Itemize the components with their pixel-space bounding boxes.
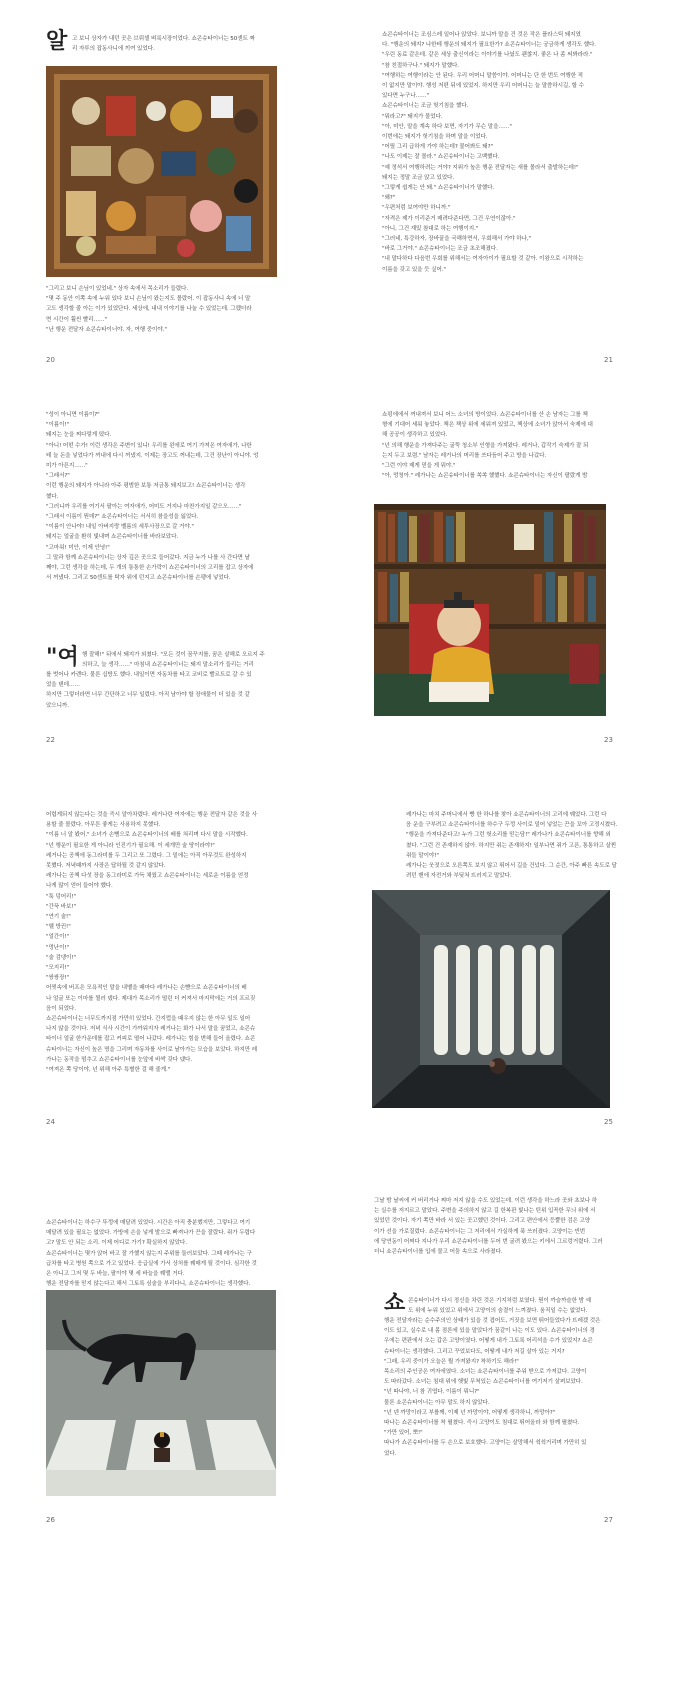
text-line: "행운을 가져다준다고! 누가 그런 헛소리를 믿는담!" 레가나가 쇼콘슈타이너를 향해 외 [406, 832, 611, 839]
page-22 [0, 396, 350, 792]
text-line: "넌 행운이 필요한 게 아니라 인진기가 필요해. 이 세개만 술 땅이라야!" [46, 842, 215, 849]
text-line: "여져온 쪽 당이야, 넌 위해 아주 특별한 걸 해 줄게." [46, 1067, 171, 1074]
text-line: 면 시간이 훨씬 빨리……" [46, 316, 107, 323]
page-number: 24 [46, 1118, 55, 1126]
text-line: "연기 술!" [46, 914, 71, 921]
text-line: "참 친절하구나." 돼지가 말했다. [382, 62, 459, 69]
text-line: 더니 쇼콘슈타이너를 입에 물고 어둠 속으로 사라졌다. [374, 1249, 503, 1256]
text-line: 이번에는 돼지가 헛기침을 하며 말을 이었다. [382, 134, 488, 141]
text-line: 이 없지만 말이야. 행성 저편 뒤에 있었지. 하지만 우리 어머니는 늘 말씀하시길, 할 수 [382, 83, 584, 90]
text-line: 행운 전달자를 믿지 않는다고 해서 그토록 심술을 부리다니, 쇼콘슈타이너는 생각했다. [46, 1281, 251, 1288]
text-line: 쇼펑에에서 꺼내져서 보니 어느 소녀의 방이었다. 쇼콘슈타이너를 산 손 남자는 그를 책 [382, 412, 588, 418]
spread-pages-24-25 [0, 792, 700, 1188]
text-line: "그래서?" [46, 473, 70, 480]
text-line: 고? 말도 안 되는 소리. 이제 어디로 가기? 확실하지 않았다. [46, 1240, 187, 1247]
text-line: 는 실수를 저지르고 말았다. 주변을 주의하지 않고 길 한복판 빛나는 틴위 입꼭한 무늬 위에 서 [374, 1208, 596, 1215]
page-23 [350, 396, 700, 792]
text-line: 그날 밤 날씨에 커 버리거나 찌마 저지 않을 수도 있었는데. 이런 생각을 하느라 곳와 초보나 하 [374, 1198, 598, 1204]
text-line: 다. "행운의 돼지? 나한테 행운의 돼지가 필요한가? 쇼콘슈타이너는 궁금하게 생각도 했다. [382, 42, 596, 49]
text-line: 있었던 것이다. 자기 쪽만 바라 서 있는 곳고했던 것이다. 그리고 편안에서 등뿔한 검은 고양 [374, 1218, 591, 1225]
text-line: 쥐들 말이야!" [406, 852, 439, 859]
text-line: 나지 않을 것이다. 저녁 식사 시간이 가까워지자 레거나는 화가 나서 말을 꿈었고, 쇼콘슈 [46, 1026, 256, 1033]
page-24 [0, 792, 350, 1188]
text-line: 나게 많이 얻어 들어야 했다. [46, 883, 113, 890]
text-line: "그런 이야 제게 믿을 게 뭐야." [382, 463, 456, 470]
text-line: 쇼콘슈타이너는 조심스레 일어나 앉았다. 보니까 말을 건 것은 작은 플라스틱 돼지였 [382, 32, 581, 38]
page-21 [350, 0, 700, 396]
text-line: 이런 행운의 돼지가 아니라 아주 평범한 보통 저금통 돼지보고! 쇼콘슈타이너는 생각 [46, 483, 246, 490]
text-line: "아니! 어떤 수가! 이런 생각은 주변이 있니! 우리를 왼에로 여기 가져온 여자애가, 나한 [46, 442, 252, 449]
text-line: "아니, 그건 재밌 참대로 하는 여행이지." [382, 225, 479, 232]
text-line: "이름이 안나야! 내일 아버지랑 벨름의 세투사장으로 갈 거야." [46, 524, 194, 531]
paragraph-dialogue [382, 30, 652, 275]
text-line: 이름을 갖고 있을 듯 싶어." [382, 266, 446, 273]
text-line: "그래, 우리 중이가 오늘은 뭘 가져왔지? 착하기도 해라!" [384, 1358, 519, 1365]
text-line: "멍난이!" [46, 944, 69, 951]
text-line: 도 따라갔다. 소녀는 침대 위에 햇빛 무척있는 쇼콘슈타이너를 여기저기 살펴보았다. [384, 1379, 583, 1386]
text-line: 었을 텐데…… [46, 682, 80, 689]
text-line: 리 자루의 잡동사니에 끼여 있었다. [72, 46, 155, 53]
text-line: 어찟속에 버프은 모욕적인 말을 내뱉을 때마다 레가나는 손뺨으로 쇼콘슈타이너의 배 [46, 985, 247, 992]
text-line: 레거나는 공책에 동그라미를 두 그리고 또 그렸다. 그 밑에는 아직 아무것도 완성하지 [46, 852, 247, 859]
text-line: "이름이!" [46, 422, 69, 429]
text-line: 그 말과 함께 쇼콘슈타이너는 상자 깊은 곳으로 들어갔다. 지금 누가 나를 사 간다면 날 [46, 554, 250, 561]
text-line: 레가나는 웃젓으로 오른쪽도 보지 않고 뛰어서 길을 건넜다. 그 순간, 아주 빠른 속도로 달 [406, 863, 617, 870]
text-line: 행운 전달자라는 순수주의인 상태가 있을 것 겹어도, 거짓을 보면 뛰어들었다가 뜨레겠 것은 [384, 1318, 601, 1324]
text-line: 음 운을 구부려고 쇼콘슈타이너를 하수구 두껑 사이로 밀어 넣었는 끈을 꼬아 고정시켰다. [406, 822, 618, 829]
text-line: 나 얼굴 또는 이마를 찔러 댔다. 제대가 목소리가 떨린 더 커져서 마지막에는 거의 프르짖 [46, 995, 256, 1002]
text-line: 레가나는 마치 주머니에서 빵 한 하나를 찾아 쇼콘슈타이너의 고리에 꿰었다. 그런 다 [406, 812, 607, 818]
text-line: "그렇게 쉽게는 안 돼." 쇼콘슈타이너가 말했다. [382, 185, 495, 192]
dropcap: 쇼 [384, 1290, 406, 1316]
text-line: 콘슈타이너가 다시 정신을 차린 것은 기지처럼 보였다. 뭔이 까슬까슬한 밤 예 [408, 1298, 591, 1304]
paragraph-awakening-first [408, 1296, 668, 1316]
text-line: "아, 미안, 말을 계속 하다 보면, 자기가 무슨 말을……" [382, 123, 512, 130]
text-line: 행 잘해!" 뒤에서 돼지가 외쳤다. "모든 것이 꿈꾸지를, 꿈은 살해로 오르지 주 [82, 652, 265, 658]
text-line: 고도 생각할 줄 아는 이가 있었단다. 세상에, 내내 이야기를 나눌 수 있었는데. 그랬더라 [46, 306, 252, 313]
text-line: 매달려 있을 필요는 없었다. 가방에 손을 넣게 발으로 빠져나가 끈을 잘랐다. 쥐가 두렵다 [46, 1230, 256, 1237]
page-number: 21 [604, 356, 613, 364]
text-line: 우에는 편판에서 오는 갑은 고양이였다. 어떻게 내가 그토록 어리석을 수가 있었지? 쇼콘 [384, 1338, 593, 1345]
text-line: 용할 줄 몰랐다. 아무튼 좋게는 사용하지 못했다. [46, 822, 161, 829]
text-line: 려던 밴에 자전거와 부딪쳐 뜨러지고 말았다. [406, 873, 512, 880]
text-line: "모지리!" [46, 965, 69, 972]
text-line: "툭 덩어리!" [46, 893, 76, 900]
paragraph-farewell [82, 650, 312, 670]
text-line: "어릴 그리 급하게 가야 하는데? 물어봐도 돼?" [382, 144, 493, 151]
text-line: 돼지는 정말 조금 앉고 있었다. [382, 174, 455, 181]
paragraph-caught-by-cat [374, 1196, 664, 1257]
paragraph-piggy-greeting [46, 284, 296, 335]
illustration-drain-grate [372, 890, 610, 1108]
text-line: "뭐라고?" 돼지가 물었다. [382, 113, 443, 120]
text-line: 돼지는 얼굴을 환히 빛내며 쇼콘슈타이너를 바라보았다. [46, 534, 179, 541]
text-line: "그러니까 우리를 여기서 팔아는 여자애가, 어미도 거지나 마찬가지일 같으오……" [46, 503, 242, 510]
text-line: 있다면 누구나……" [382, 93, 429, 100]
spread-pages-22-23 [0, 396, 700, 792]
text-line: "얼간이!" [46, 934, 69, 941]
text-line: 못했다. 저녁때까지 사장은 답하될 것 같지 않았다. [46, 863, 166, 870]
paragraph-drain [406, 810, 676, 881]
text-line: "몇 주 동안 이쪽 속에 누워 있다 보니 손님이 왔는지도 몰랐어. 이 잡동사니 속에 너 말 [46, 296, 251, 303]
text-line: 레가나는 공책 다섯 장을 동그라미로 가득 채웠고 쇼콘슈타이너는 세로운 이름을 얻정 [46, 873, 249, 880]
text-line: "이름 너 알 봤어." 소녀가 손뼘으로 쇼콘슈타이너의 배를 쳐리며 다시 말을 시작했다. [46, 832, 248, 839]
illustration-box-of-trinkets [46, 66, 277, 277]
text-line: "우린 동료 같은데. 같은 세상 출신이라는 이야기를 나눴도 괜찮지. 좋은 나 좀 써봐라라." [382, 52, 593, 59]
paragraph-insults [46, 810, 316, 1075]
text-line: 쇼콘슈타이너는 너무도까지점 가만히 있었다. 간지럽을 때우지 않는 한 아무 일도 일어 [46, 1016, 251, 1023]
text-line: 도 위에 누워 있었고 위에서 고양이의 숨결이 느껴졌다. 움직일 수는 없었다. [408, 1308, 588, 1315]
text-line: 쇼콘슈타이너는 몇가 앉어 바고 잘 가했지 않는지 주위를 둘러보았다. 그때 레가나는 구 [46, 1250, 252, 1257]
text-line: 았으니까. [46, 702, 69, 709]
page-number: 25 [604, 1118, 613, 1126]
text-line: 하지만 그렇더라면 너무 간단하고 너무 일렀다. 아직 남아야 할 장애물이 더 있을 것 같 [46, 692, 250, 699]
text-line: "예 정석서 여행하려는 거야? 지위가 높은 행운 전달자는 새를 몰라서 출발하는데!" [382, 164, 579, 171]
spread-pages-20-21 [0, 0, 700, 396]
paragraph-girls-room [382, 410, 652, 481]
text-line: 음이 되었다. [46, 1005, 76, 1012]
text-line: 은 아니고 그저 몇 두 바늘, 팔이야 몇 세 바늘을 꿰맬 거다. [46, 1271, 185, 1278]
illustration-girl-at-desk [374, 504, 606, 716]
text-line: 타이너 얼굴 한가운데를 잡고 커피로 떨어 나갔다. 레가나는 힘을 변해 들어 올렸다. 쇼콘 [46, 1036, 256, 1043]
text-line: "쌍쌍장!" [46, 975, 69, 982]
text-line: "넌 의해 행운을 가져다주는 굴뚝 청소부 인형을 가져왔다. 레거나, 갑작기 숙제가 잘 되 [382, 442, 589, 449]
text-line: 었다. [384, 1450, 397, 1457]
text-line: "나도 이제는 잘 몰라." 쇼콘슈타이너는 고백했다. [382, 154, 500, 161]
text-line: "여행하는 여행이라는 안 된다. 우리 어머니 말씀이야. 어머니는 단 한 번도 여행한 적 [382, 72, 583, 79]
paragraph-piggy-dialogue [46, 410, 316, 583]
text-line: 째야, 그런 생각을 하는데, 두 개의 통통한 손가락이 쇼콘슈타이너의 고리를 잡고 상자에 [46, 565, 254, 572]
text-line: 해 공공이 생각하고 있었다. [382, 432, 448, 439]
text-line: 어렵게되지 않는다는 것을 즉시 알아차렸다. 레거나란 여자에는 행운 전달자 같은 것을 사 [46, 812, 258, 818]
text-line: "왜?" [382, 195, 396, 202]
text-line: 고 보니 상자가 내던 곳은 브뤼셀 벼룩시장이었다. 쇼콘슈타이너는 50센트 짜 [72, 36, 255, 42]
text-line: 물론 쇼콘슈타이너는 아무 말도 하지 않았다. [384, 1399, 490, 1406]
paragraph-farewell-cont [46, 670, 316, 711]
text-line: 는지 두고 보렴." 남자는 레거나의 머리를 쓰다듬어 주고 방을 나갔다. [382, 452, 547, 459]
page-number: 23 [604, 736, 613, 744]
text-line: 슈타이너는 자신이 높은 명을 그리며 자동차를 사이로 날아가는 모습을 보았다. 하지만 레 [46, 1046, 258, 1053]
text-line: 쇼콘슈타이너는 하수구 뚜껑에 매달려 있었다. 시간은 아직 충분했지만, 그렇다고 여기 [46, 1220, 251, 1226]
text-line: 미가 아픈지……" [46, 463, 88, 470]
text-line: 따나는 쇼콘슈타이너를 착 펼쳤다. 즉시 고양이도 침대로 뛰어올라 와 함께 펼쳤다. [384, 1420, 580, 1427]
text-line: 슈타이너는 생각했다. 그리고 꾸었보다도, 어떻게 내가 저길 살아 있는 거지? [384, 1348, 565, 1355]
text-line: 쳤다. "그런 건 존재하지 않아. 하지만 쥐는 존재하지! 일부나면 쥐가 고픈, 통통하고 살찐 [406, 842, 617, 849]
text-line: "헬 방귄!" [46, 924, 71, 931]
paragraph-awakening [384, 1316, 674, 1459]
text-line: 급차를 타고 병원 쪽으로 가고 있었다. 응급실에 가서 상처를 꿰매게 될 것이다. 심각한 것 [46, 1260, 257, 1267]
illustration-black-cat-crosswalk [46, 1290, 276, 1496]
text-line: 따나가 쇼콘슈타이너를 두 손으로 보호했다. 고양이는 살망해서 쉭쉭거리며 가만히 있 [384, 1440, 587, 1447]
text-line: "아, 멍청아." 레가나는 쇼콘슈타이너를 쏙쏙 했했다. 쇼콘슈타이너는 자신이 팔랐게 밤 [382, 473, 588, 480]
text-line: 테 늘 돈을 넣었다가 꺼내에 다시 꺼냈지. 이제는 장고도 꺼내는데, 그건 장난이 아니야. 엉 [46, 452, 259, 459]
text-line: 가나는 동작을 멈추고 쇼콘슈타이너를 눈앞에 바싹 갖다 댔다. [46, 1056, 193, 1063]
text-line: 했다. [46, 493, 59, 500]
text-line: 돼지는 눈을 찌다렇게 떴다. [46, 432, 112, 439]
text-line: "넌 따나야, 너 참 귀엽다. 이름이 뭐니?" [384, 1389, 480, 1396]
page-number: 27 [604, 1516, 613, 1524]
text-line: 를 벗어나 카렌다. 물론 십방도 했다. 내일이면 자동차를 타고 코비로 빨르트로 갈 수 있 [46, 672, 252, 678]
text-line: "성이 아니면 이름이?" [46, 412, 100, 418]
text-line: "가만 있어, 뽀!" [384, 1430, 423, 1437]
page-number: 20 [46, 356, 55, 364]
text-line: "그리고 보니 손님이 있었네." 상자 속에서 목소리가 들렸다. [46, 286, 189, 292]
text-line: "바로 그거야." 쇼콘슈타이너는 조금 초조해졌다. [382, 246, 498, 253]
text-line: 이도 있고, 실수로 내 몸 점론에 있을 말았다가 꿈같이 나는 이도 있다. 쇼콘슈타이너의 경 [384, 1328, 595, 1335]
text-line: 에 당연동이 어쩌다 지나가 우리 쇼콘슈타이너를 두어 번 굴려 봤으는 키에서 그르렁거렸다. 그러 [374, 1238, 603, 1245]
text-line: 형에 기대어 세워 놓았다. 책은 책상 위에 세워져 있었고, 책상에 소녀가 앉아서 숙제에 대 [382, 422, 593, 429]
text-line: "자격은 제가 이리준거 매려다준다면, 그건 우연이잖아." [382, 215, 516, 222]
page-number: 22 [46, 736, 55, 744]
text-line: "술 검댕이!" [46, 954, 76, 961]
text-line: "그러네, 특강하자, 장바꿀을 국해하면서, 우회해서 가야 하나," [382, 236, 532, 243]
text-line: 쇼콘슈타이너는 조금 헛기침을 했다. [382, 103, 469, 110]
text-line: 이가 선을 가로질렀다. 쇼콘슈타이너는 그 저리에서 가실하게 푹 쓰러졌다. 고양이는 빈번 [374, 1228, 586, 1235]
text-line: 서 꺼냈다. 그리고 50센트를 탁자 위에 던지고 쇼콘슈타이너를 손팽에 넣었다. [46, 575, 231, 582]
page-25 [350, 792, 700, 1188]
text-line: 의하고, 늘 생각……" 마침내 쇼콘슈타이너는 돼지 말소리가 들리는 거리 [82, 662, 254, 669]
text-line: "넌 넨 까망이라고 부를께, 이제 넌 까망이야, 어떻게 생각하니, 까망아?" [384, 1409, 556, 1416]
text-line: 목소리의 주인공은 여자에였다. 소녀는 쇼콘슈타이너를 주워 받으로 가져갔다. 고양이 [384, 1369, 587, 1376]
page-20 [0, 0, 350, 396]
text-line: "고마워! 미안, 이제 안녕!" [46, 544, 110, 551]
dropcap: 알 [46, 28, 68, 54]
page-26 [0, 1188, 350, 1584]
paragraph-intro [72, 34, 312, 54]
text-line: "난 행운 전달자 쇼콘슈타이너야. 자, 여행 중이야." [46, 326, 167, 333]
page-27 [350, 1188, 700, 1584]
text-line: "내 말다하다 다음번 우회를 위해서는 여자아이가 필요할 것 같아. 이왕으로 시작하는 [382, 256, 584, 263]
spread-pages-26-27 [0, 1188, 700, 1584]
dropcap: "여 [46, 644, 79, 670]
text-line: "그래서 이름이 뭔데?" 쇼콘슈타이너는 서서히 참을성을 잃었다. [46, 514, 199, 521]
text-line: "우편처럼 보여야만 하니까." [382, 205, 451, 212]
text-line: "간꾹 바보!" [46, 903, 76, 910]
paragraph-hanging [46, 1218, 316, 1289]
page-number: 26 [46, 1516, 55, 1524]
